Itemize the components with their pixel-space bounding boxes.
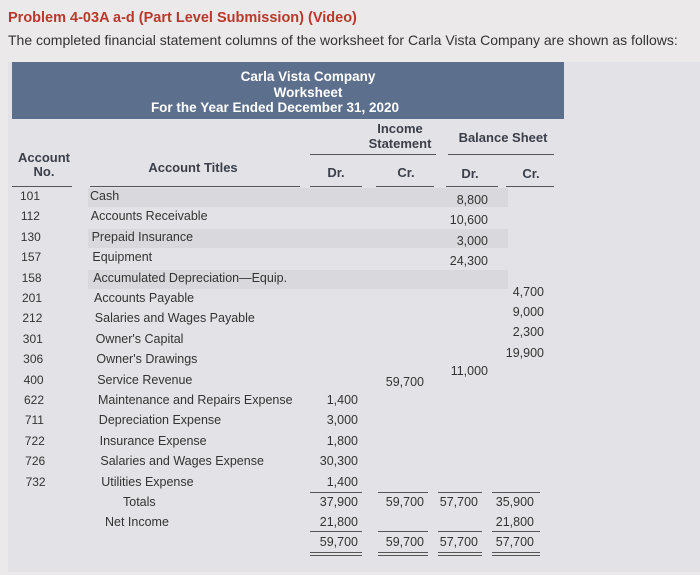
balance-sheet-debit: 3,000	[456, 233, 488, 248]
grand-total-rule	[438, 552, 482, 553]
net-income-credit: 21,800	[495, 515, 534, 529]
account-number: 158	[21, 270, 42, 285]
totals-underline	[378, 492, 428, 493]
is-cr-underline	[376, 186, 434, 187]
grand-total-is-dr: 59,700	[319, 535, 358, 549]
is-cr-header: Cr.	[397, 165, 415, 180]
problem-description: The completed financial statement columns of the worksheet for Carla Vista Company are shown as follows:	[8, 32, 678, 48]
company-name: Carla Vista Company	[240, 69, 376, 84]
account-title: Equipment	[92, 250, 153, 265]
grand-total-rule	[492, 555, 540, 556]
worksheet	[8, 62, 700, 572]
total-is-cr: 59,700	[385, 495, 424, 509]
account-number: 212	[22, 311, 43, 326]
balance-sheet-credit: 2,300	[512, 325, 544, 340]
income-statement-debit: 3,000	[326, 413, 358, 428]
grand-total-bs-dr: 57,700	[439, 535, 478, 549]
income-statement-debit: 1,400	[326, 474, 358, 489]
balance-sheet-debit: 10,600	[449, 213, 488, 228]
total-bs-dr: 57,700	[439, 495, 478, 509]
account-number: 201	[21, 291, 43, 305]
grand-total-bs-cr: 57,700	[495, 535, 534, 549]
totals-underline	[310, 492, 362, 493]
bs-cr-header: Cr.	[522, 166, 540, 181]
account-number: 726	[25, 454, 46, 469]
bs-cr-underline	[506, 186, 554, 187]
worksheet-header	[12, 62, 564, 119]
total-is-dr: 37,900	[319, 495, 358, 509]
account-title: Service Revenue	[97, 372, 193, 387]
grand-total-rule	[378, 531, 428, 532]
account-number: 400	[23, 372, 44, 387]
net-income-label: Net Income	[105, 515, 169, 529]
grand-total-rule	[378, 555, 428, 556]
net-income-debit: 21,800	[319, 515, 358, 529]
grand-total-is-cr: 59,700	[385, 535, 424, 549]
account-no-underline	[12, 186, 72, 187]
balance-sheet-debit: 24,300	[449, 254, 488, 269]
worksheet-period: For the Year Ended December 31, 2020	[150, 100, 400, 115]
account-title: Accounts Payable	[94, 291, 195, 305]
income-statement-debit: 1,400	[326, 393, 358, 407]
account-titles-header: Account Titles	[148, 160, 238, 175]
balance-sheet-debit: 8,800	[456, 193, 488, 207]
account-title: Owner's Drawings	[96, 352, 198, 367]
account-title: Cash	[90, 189, 120, 203]
account-title: Insurance Expense	[99, 433, 207, 448]
account-number: 301	[22, 331, 43, 346]
account-number: 722	[24, 433, 45, 448]
balance-sheet-header: Balance Sheet	[458, 130, 548, 145]
account-number: 711	[24, 413, 44, 428]
grand-total-rule	[310, 555, 362, 556]
worksheet-name: Worksheet	[273, 84, 343, 100]
account-number: 130	[20, 229, 41, 244]
account-title: Accounts Receivable	[90, 209, 208, 224]
account-title: Owner's Capital	[95, 331, 184, 346]
grand-total-rule	[438, 531, 482, 532]
income-statement-credit: 59,700	[385, 374, 424, 389]
account-number: 157	[21, 250, 42, 265]
balance-sheet-debit: 11,000	[450, 364, 488, 379]
grand-total-rule	[492, 531, 540, 532]
bs-dr-header: Dr.	[461, 166, 479, 181]
totals-underline	[438, 492, 482, 493]
account-no-header: Account No.	[18, 150, 70, 179]
grand-total-rule	[378, 552, 428, 553]
income-statement-debit: 1,800	[326, 433, 358, 448]
is-dr-underline	[310, 186, 362, 187]
balance-sheet-credit: 4,700	[512, 284, 544, 299]
account-title: Salaries and Wages Payable	[94, 311, 255, 326]
balance-sheet-underline	[448, 154, 554, 155]
account-title: Depreciation Expense	[98, 413, 222, 428]
account-number: 306	[23, 352, 44, 367]
account-titles-underline	[90, 186, 300, 187]
account-number: 622	[23, 393, 45, 407]
totals-label: Totals	[123, 495, 156, 509]
account-title: Salaries and Wages Expense	[100, 454, 264, 469]
is-dr-header: Dr.	[327, 165, 345, 180]
income-statement-debit: 30,300	[319, 454, 358, 469]
account-title: Accumulated Depreciation—Equip.	[93, 270, 288, 285]
bs-dr-underline	[446, 186, 498, 187]
income-statement-underline	[310, 154, 436, 155]
account-title: Maintenance and Repairs Expense	[98, 393, 293, 407]
grand-total-rule	[310, 552, 362, 553]
account-number: 732	[25, 474, 46, 489]
total-bs-cr: 35,900	[495, 495, 534, 509]
grand-total-rule	[492, 552, 540, 553]
account-number: 112	[20, 209, 40, 224]
balance-sheet-credit: 19,900	[505, 345, 544, 360]
account-title: Utilities Expense	[101, 474, 194, 489]
balance-sheet-credit: 9,000	[512, 305, 544, 319]
income-statement-header: Income Statement	[368, 121, 432, 151]
grand-total-rule	[310, 531, 362, 532]
grand-total-rule	[438, 555, 482, 556]
account-number: 101	[19, 189, 41, 203]
totals-underline	[492, 492, 540, 493]
account-title: Prepaid Insurance	[91, 229, 194, 244]
problem-title: Problem 4-03A a-d (Part Level Submission) (Video)	[8, 10, 357, 26]
